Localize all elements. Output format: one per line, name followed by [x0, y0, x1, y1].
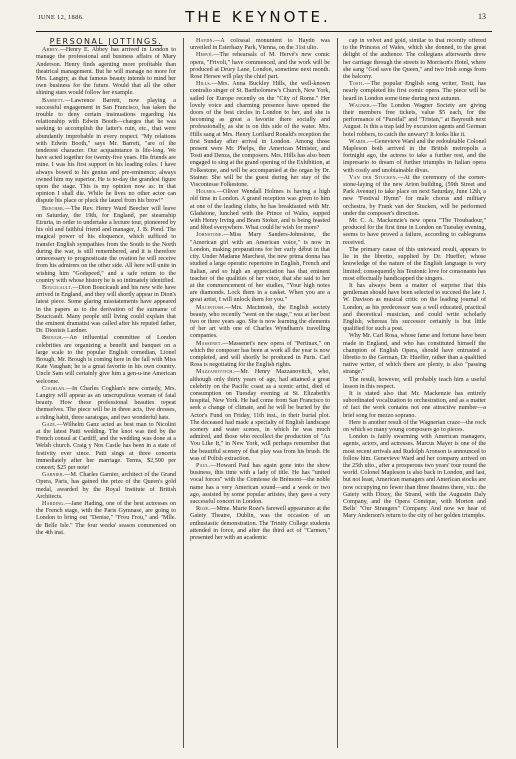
- paragraph-text: Mr. C. A. Mackenzie's new opera "The Troubadour," produced for the first time in London on Tuesday evening, seems to have proved a failure, according to cablegrams received.: [343, 218, 486, 246]
- paragraph-text: —Mrs. Macintosh, the English society beauty, who recently "went on the stage," was at her best two or three years ago. She is now learning the elements of her art with one of Charles Wyndham's travelling companies.: [190, 304, 330, 340]
- paragraph-text: —Howard Paul has again gone into the show business, this time with a lady of title. He has "united vocal forces" with the Comtesse de Brémont—the noble name has a very American sound—and a week or two ago, assisted by some popular artistes, they gave a very successful concert in London.: [190, 462, 330, 505]
- paragraph-text: Here is another result of the Wagnerian craze—the rock on which so many young composers go to pieces.: [343, 419, 486, 433]
- section-title: PERSONAL JOTTINGS.: [49, 38, 163, 46]
- paragraph-lead: Gaze.: [42, 421, 57, 428]
- article-paragraph: [343, 175, 486, 218]
- paragraph-lead: Macintosh.: [196, 304, 226, 311]
- paragraph-lead: Garnier.: [42, 472, 65, 479]
- paragraph-text: —The popular English song writer, Tosti, has nearly completed his first comic opera. The piece will be heard in London some time during next autumn.: [343, 81, 486, 102]
- article-paragraph: [190, 189, 330, 232]
- column-divider: [183, 38, 184, 748]
- paragraph-lead: Abbey.: [42, 47, 60, 54]
- paragraph-text: —Genevieve Ward and the redoubtable Colonel Mapleson both arrived in the British metropolis a fortnight ago, the actress to take a further rest, and the impresario to dream of further triumphs in Italian opera with costly and unobtainable divas.: [343, 138, 486, 174]
- column-2-items: [190, 38, 330, 542]
- article-paragraph: [343, 434, 486, 520]
- article-paragraph: [36, 422, 176, 472]
- article-paragraph: [36, 472, 176, 501]
- paragraph-text: It has always been a matter of surprise that this gentleman should have been selected to succeed the late J. W. Davison as musical critic on the leading journal of London, as his predecessor was a well educated, practical and theoretical musician, and could write scholarly English, whereas his successor certainly is but little qualified for such a post.: [343, 282, 486, 333]
- article-paragraph: [343, 81, 486, 103]
- paragraph-lead: Holmes.: [196, 189, 217, 196]
- article-paragraph: [343, 420, 486, 434]
- paragraph-text: —At the ceremony of the corner-stone-laying of the new Arion building, (59th Street and Park Avenue) to take place on next Saturday, June 12th, a new "Festival Hymn" for male chorus and military orchestra, by Frank van der Stucken, will be performed under the composer's direction.: [343, 174, 486, 217]
- paragraph-lead: Mazzanovitch.: [196, 369, 235, 376]
- column-1: [36, 38, 176, 750]
- masthead-title: THE KEYNOTE.: [185, 8, 331, 26]
- paragraph-lead: Roze.: [196, 506, 211, 513]
- paragraph-text: —M. Charles Garnier, architect of the Grand Opera, Paris, has gained the prize of the Queen's gold medal, awarded by the Royal Institute of British Architects.: [36, 472, 176, 500]
- article-paragraph: [190, 52, 330, 81]
- paragraph-text: London is fairly swarming with American managers, agents, actors, and actresses. Marcus Mayer is one of the most recent arrivals and Rudolph Aronson is announced to follow him. Genevieve Ward and her company arrived on the 25th ulto., after a prosperous two years' tour round the world. Colonel Mapleson is also back in London, and last, but not least, American managers and American stocks are now occupying no fewer than three theatres there, viz.: the Gaiety with Dixey, the Strand, with the Augustin Daly Company, and the Opera Comique, with Morton and Bells' "Our Strangers" Company. And now we hear of Mary Anderson's return to the city of her golden triumphs.: [343, 434, 486, 520]
- article-paragraph: [343, 38, 486, 81]
- paragraph-text: —In Charles Coghlan's new comedy, Mrs. Langtry will appear as an unscrupulous woman of fatal beauty. How these professional beauties repeat themselves. The piece will be in three acts, five dresses, a riding habit, three saratogas, and two wonderful hats.: [36, 385, 176, 421]
- paragraph-text: The primary cause of this untoward result, appears to lie in the libretto, supplied by Dr. Hueffer, whose knowledge of the nature of the English language is very limited; consequently his Teutonic love for consonants has most effectually handicapped the singers.: [343, 246, 486, 282]
- paragraph-text: —Dion Boucicault and his new wife have arrived in England, and they will shortly appear in Dion's latest piece. Some glaring misstatements have appeared in the papers as to the derivation of the surname of Boucicault. Many people still living could explain that the eminent dramatist was called after his reputed father, Dr. Dionisis Lardner.: [36, 284, 176, 335]
- column-2: [190, 38, 330, 750]
- article-paragraph: [36, 206, 176, 285]
- paragraph-lead: Paul.: [196, 462, 211, 469]
- column-3: [343, 38, 486, 750]
- paragraph-lead: Coghlan.: [42, 385, 67, 392]
- article-paragraph: [36, 335, 176, 385]
- article-paragraph: [190, 38, 330, 52]
- column-1-items: [36, 47, 176, 537]
- paragraph-text: —The Rev. Henry Ward Beecher will leave on Saturday, the 19th, for England, per steamship Etruria, in order to undertake a lecture tour, pioneered by his old and faithful friend and manager, J. B. Pond. The magical power of his eloquence, which sufficed to transfer English sympathies from the South to the North during the war, is still remembered, and it is therefore unnecessary to prognosticate the ovation he will receive from his admirers on the other side. All here will unite in wishing him "Godspeed," and a safe return to the country with whose history he is so intimately identified.: [36, 205, 176, 284]
- column-3-items: [343, 38, 486, 521]
- paragraph-text: —The London Wagner Society are giving their members free tickets, value $5 each, for the performance of "Parsifal" and "Tristan," at Bayreuth next August. Is this a trap laid by excursion agents and German hotel robbers, to catch the unwary? It looks like it.: [343, 102, 486, 138]
- article-paragraph: [36, 285, 176, 335]
- paragraph-lead: Wardl.: [349, 138, 369, 145]
- issue-date: JUNE 12, 1886.: [38, 14, 85, 21]
- paragraph-lead: Tosti.: [349, 81, 365, 88]
- paragraph-lead: Beecher.: [42, 205, 65, 212]
- page-header: [0, 0, 516, 34]
- paragraph-lead: Wagner.: [349, 102, 372, 109]
- paragraph-text: cap in velvet and gold, similar to that recently offered to the Princess of Wales, which she donned, to the great delight of the audience. The collegians afterwards drew her carriage through the streets to Morrison's Hotel, where she sang "God save the Queen," and two Irish songs from the balcony.: [343, 38, 486, 81]
- paragraph-lead: Hills.: [196, 81, 212, 88]
- header-rule: [36, 31, 492, 32]
- article-paragraph: [36, 98, 176, 206]
- paragraph-lead: Hervé.: [196, 52, 214, 59]
- paragraph-lead: Harding.: [42, 501, 66, 507]
- paragraph-text: —The rehearsals of M. Hervé's new comic opera, "Frivoli," have commenced, and the work will be produced at Drury Lane, London, sometime next month. Rose Hersee will play the chief part.: [190, 52, 330, 81]
- article-paragraph: [36, 501, 176, 537]
- paragraph-text: Why Mr. Carl Rosa, whose fame and fortune have been made in England, and who has constituted himself the champion of English Opera, should have entrusted a libretto to the German, Dr. Hueffer, rather than a qualified native writer, of which there are plenty, is also "passing strange.": [343, 333, 486, 376]
- paragraph-lead: Boucicault.: [42, 284, 73, 291]
- article-paragraph: [343, 283, 486, 333]
- article-paragraph: [343, 218, 486, 247]
- paragraph-text: —Mr. Henry Mazzanovitch, who, although only thirty years of age, had attained a great celebrity on the Pacific coast as a scenic artist, died of consumption on Tuesday evening at St. Elizabeth's hospital, New York. He had come from San Francisco to seek a change of climate, and he will be buried by the Actor's Fund on Friday, 11th inst., in their burial plot. The deceased had made a specialty of English landscape scenery and water scenes, in which he was much admired, and those who recollect the production of "As You Like It," in New York, will perhaps remember that the beautiful scenery of that play was from his brush. He was of Polish extraction.: [190, 369, 330, 462]
- paragraph-text: —Wilhelm Ganz acted as best man to Nicolini at the latest Patti wedding. The knot was tied by the French consul at Cardiff, and the wedding was done at a Welsh church. Craig y Nos Castle has been in a state of festivity ever since. Patti sings at three concerts immediately after her marriage. Terms, $2,500 per concert; $25 per note!: [36, 421, 176, 471]
- paragraph-lead: Johnstone.: [196, 232, 224, 239]
- paragraph-text: —An influential committee of London celebrities are organizing a benefit and banquet on a large scale to the popular English comedian, Lionel Brough. Mr. Brough is coming here in the fall with Miss Kate Vaughan; he is a great favorite in his own country. Uncle Sam will certainly give him a gen-u-ine American welcome.: [36, 335, 176, 385]
- paragraph-text: —A colossal monument to Haydn was unveiled in Esterhazy Park, Vienna, on the 31st ulto.: [190, 38, 330, 52]
- article-paragraph: [343, 391, 486, 420]
- paragraph-lead: Brough.: [42, 335, 64, 342]
- article-paragraph: [190, 305, 330, 341]
- column-divider: [337, 38, 338, 748]
- paragraph-lead: Haydn.: [196, 38, 215, 44]
- article-paragraph: [190, 81, 330, 189]
- article-paragraph: [36, 47, 176, 97]
- paragraph-lead: Barrett.: [42, 97, 65, 104]
- article-paragraph: [343, 139, 486, 175]
- paragraph-text: —Mrs. Anna Buckley Hills, the well-known contralto singer of St. Bartholomew's Church, New York, sailed for Europe recently on the "City of Rome." Her lovely voice and charming presence have opened the doors of the best circles in London to her, and she is becoming as great a favorite there socially and professionally, as she is on this side of the water. Mrs. Hills sang at Mrs. Henry Loriliard Ronald's reception the first Sunday after arrival in London. Among those present were Mr. Phelps, the American Minister, and Tosti and Denza, the composers. Mrs. Hills has also been engaged to sing at the grand opening of the Exhibition, at Folkestone, and will be accompanied at the organ by Dr. Stainer. She will be the guest during her stay of the Viscontesse Folkestone.: [190, 81, 330, 189]
- paragraph-lead: Massenet.: [196, 340, 223, 347]
- article-paragraph: [190, 232, 330, 304]
- article-paragraph: [190, 341, 330, 370]
- paragraph-text: —Oliver Wendall Holmes is having a high old time in London. A grand reception was given to him at one of the leading clubs, he has breakfasted with Mr. Gladstone, lunched with the Prince of Wales, supped with Henry Irving and Bram Stoker, and is being feasted and fêted everywhere. What could he wish for more?: [190, 189, 330, 232]
- article-paragraph: [190, 506, 330, 542]
- article-paragraph: [343, 377, 486, 391]
- article-paragraph: [343, 333, 486, 376]
- paragraph-text: The result, however, will probably teach him a useful lesson in this respect.: [343, 376, 486, 390]
- paragraph-text: —Henry E. Abbey has arrived in London to manage the professional and business affairs of Mary Anderson. Henry finds agenting more profitable than theatrical management. But he will manage no more for Mrs. Langtry, as that famous beauty intends to mind her own business for the future. Would that all the other shining stars would follow her example.: [36, 47, 176, 97]
- article-paragraph: [190, 369, 330, 463]
- paragraph-text: —Jane Hading, one of the best actresses on the French stage, with the Paris Gymnase, are going to London to bring out "Denise," "Frou Frou," and "Mlle. de Belle Isle." The four weeks' season commenced on the 4th inst.: [36, 501, 176, 536]
- paragraph-text: —Mme. Marie Roze's farewell appearance at the Gaiety Theatre, Dublin, was the occasion of an enthusiastic demonstration. The Trinity College students attended in force, and after the third act of "Carmen," presented her with an academic: [190, 506, 330, 542]
- paragraph-text: —Miss Mary Sanders-Johnstone, the "American girl with an American voice," is now in London, making preparations for her early début in that city. Under Madame Marchesi, the new prima donna has studied a large operatic repertoire in English, French and Italian, and so high an appreciation has that eminent teacher of the qualities of her voice, that she said to her at the commencement of her studies, "Your high notes are diamonds. Lock them in a casket. When you are a great artist, I will unlock them for you.": [190, 232, 330, 304]
- article-paragraph: [36, 386, 176, 422]
- article-paragraph: [343, 103, 486, 139]
- paragraph-lead: Van der Stucken.: [349, 174, 398, 181]
- page-number: 13: [478, 12, 486, 21]
- paragraph-text: —Lawrence Barrett, now playing a successful engagement in San Francisco, has taken the trouble to deny certain insinuations regarding his relationship with Edwin Booth—charges that he was seeking to accomplish the latter's ruin, etc., that were abundantly improbable in every respect. "My relations with Edwin Booth," says Mr. Barrett, "are of the tenderest character. Our acquaintance is life-long. We have acted together for twenty-five years. His friends are mine. I was his first support in his leading roles. I have always bowed to his genius and pre-eminence; always owned him my superior. He is to-day the grandest figure upon the stage. This is my opinion now as: in that opinion I shall die. While he lives no other actor can dispute his place or pluck the laurel from his brow!": [36, 97, 176, 205]
- article-paragraph: [190, 463, 330, 506]
- paragraph-text: —Massenet's new opera of "Pertinax," on which the composer has been at work all the year is now completed, and will shortly be produced in Paris. Carl Rosa is negotiating for the English rights.: [190, 340, 330, 369]
- paragraph-text: It is stated also that Mr. Mackenzie has entirely subordinated vocalization to orchestration, and as a matter of fact the work contains not one attractive number—a brief song for mezzo soprano.: [343, 390, 486, 419]
- article-paragraph: [343, 247, 486, 283]
